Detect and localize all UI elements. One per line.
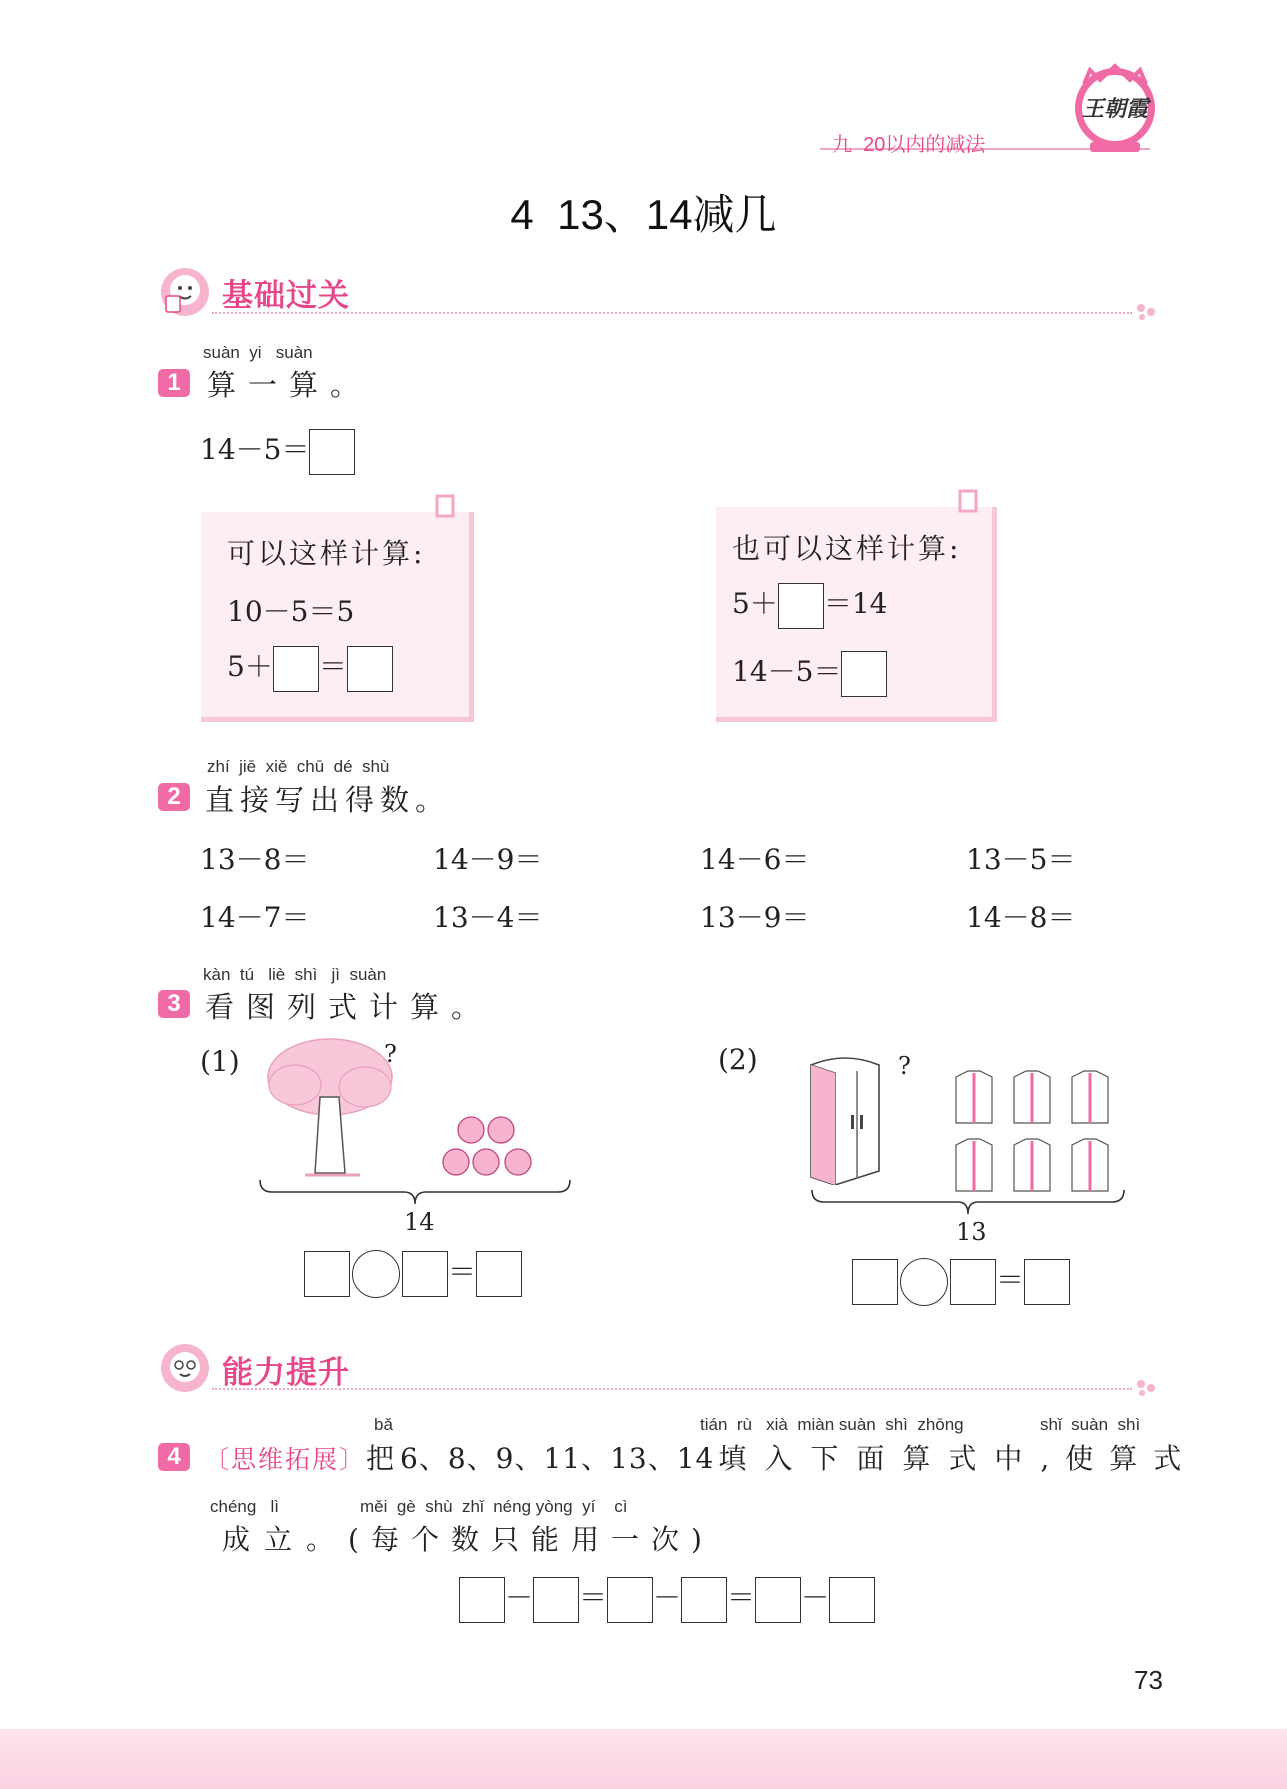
- q4-answer-row: [459, 1576, 875, 1623]
- q4-text-line2-a: 成立。: [222, 1523, 349, 1556]
- lesson-title: 4 13、14减几: [510, 191, 777, 238]
- operator-circle[interactable]: [352, 1250, 400, 1298]
- q3-part1-answer-row: [304, 1250, 522, 1298]
- note-right-line1: [732, 582, 887, 629]
- brand-logo: [1070, 62, 1160, 154]
- q2-item: 14－7＝: [200, 901, 310, 934]
- q4-pinyin-b: tián rù xià miàn suàn shì zhōng: [700, 1415, 964, 1434]
- answer-box[interactable]: [950, 1259, 996, 1305]
- note-right-heading: 也可以这样计算:: [732, 532, 962, 565]
- equals-sign: ＝: [727, 1581, 756, 1614]
- q2-item: 13－8＝: [200, 843, 310, 876]
- q3-part1-question: ?: [384, 1040, 397, 1068]
- q2-item: 14－9＝: [433, 843, 543, 876]
- answer-box[interactable]: [533, 1577, 579, 1623]
- answer-box[interactable]: [607, 1577, 653, 1623]
- note-card-left: [201, 512, 474, 722]
- note-right-line1-b: ＝14: [823, 587, 888, 620]
- q4-tag: 〔思维拓展〕: [204, 1445, 367, 1474]
- q2-item: 13－5＝: [966, 843, 1076, 876]
- note-left-heading: 可以这样计算:: [227, 537, 426, 570]
- q1-text: 算一算。: [207, 368, 372, 402]
- q2-pinyin: zhí jiē xiě chū dé shù: [207, 757, 390, 776]
- answer-box[interactable]: [347, 646, 393, 692]
- answer-box[interactable]: [476, 1251, 522, 1297]
- q3-part2-label: (2): [718, 1043, 758, 1076]
- shirts-image: [946, 1065, 1124, 1201]
- q1-equation: [200, 428, 355, 475]
- minus-sign: －: [801, 1581, 830, 1614]
- q3-part1-label: (1): [200, 1045, 240, 1078]
- section-divider: [212, 312, 1132, 314]
- q1-number-badge: 1: [158, 369, 190, 397]
- equals-sign: ＝: [448, 1255, 477, 1289]
- q4-text-line2-b: (每个数只能用一次): [348, 1523, 714, 1556]
- brand-name: 王朝霞: [1081, 96, 1148, 122]
- note-left-line2: [227, 645, 393, 692]
- q4-text-b: 填入下面算式中: [718, 1442, 1041, 1475]
- divider-dots-icon: [1136, 1376, 1158, 1402]
- q4-text-c: ,使算式: [1040, 1442, 1198, 1475]
- answer-box[interactable]: [681, 1577, 727, 1623]
- note-left-line1: 10－5＝5: [227, 595, 355, 628]
- q1-equation-text: 14－5＝: [200, 433, 310, 466]
- note-left-line2-b: ＝: [318, 650, 347, 683]
- q2-item: 14－6＝: [700, 843, 810, 876]
- q3-part2-total: 13: [956, 1218, 987, 1246]
- operator-circle[interactable]: [900, 1258, 948, 1306]
- q4-pinyin-a: bǎ: [374, 1415, 393, 1434]
- q4-text-a: 把: [366, 1442, 395, 1475]
- note-corner-icon: [954, 487, 984, 519]
- minus-sign: －: [653, 1581, 682, 1614]
- q3-number-badge: 3: [158, 990, 190, 1018]
- answer-box[interactable]: [778, 583, 824, 629]
- q4-pinyin-line2-a: chéng lì: [210, 1497, 279, 1516]
- note-right-line1-a: 5＋: [732, 587, 778, 620]
- q1-pinyin: suàn yi suàn: [203, 343, 313, 362]
- section-title-basic: 基础过关: [222, 278, 350, 314]
- brace-icon: [810, 1188, 1126, 1222]
- divider-dots-icon: [1136, 300, 1158, 326]
- note-left-line2-a: 5＋: [227, 650, 273, 683]
- q2-number-badge: 2: [158, 783, 190, 811]
- equals-sign: ＝: [579, 1581, 608, 1614]
- q4-line2: [222, 1518, 714, 1558]
- q4-pinyin-line2-b: měi gè shù zhǐ néng yòng yí cì: [360, 1497, 628, 1516]
- q2-item: 13－9＝: [700, 901, 810, 934]
- q2-text: 直接写出得数。: [205, 783, 451, 817]
- answer-box[interactable]: [852, 1259, 898, 1305]
- note-right-line2: [732, 650, 887, 697]
- q2-item: 14－8＝: [966, 901, 1076, 934]
- section-title-advanced: 能力提升: [222, 1355, 350, 1391]
- q3-part1-total: 14: [404, 1208, 435, 1236]
- brace-icon: [258, 1178, 572, 1212]
- section-divider: [212, 1388, 1132, 1390]
- q3-pinyin: kàn tú liè shì jì suàn: [203, 965, 387, 984]
- q4-numbers: 6、8、9、11、13、14: [400, 1442, 715, 1475]
- section-mascot-icon: [158, 1342, 212, 1394]
- section-mascot-icon: [158, 266, 212, 318]
- q3-part2-question: ?: [898, 1052, 911, 1080]
- answer-box[interactable]: [402, 1251, 448, 1297]
- apples-image: [438, 1112, 538, 1186]
- answer-box[interactable]: [459, 1577, 505, 1623]
- q3-part2-answer-row: [852, 1258, 1070, 1306]
- minus-sign: －: [505, 1581, 534, 1614]
- answer-box[interactable]: [829, 1577, 875, 1623]
- chapter-label: 九 20以内的减法: [832, 134, 986, 156]
- answer-box[interactable]: [273, 646, 319, 692]
- answer-box[interactable]: [1024, 1259, 1070, 1305]
- note-right-line2-text: 14－5＝: [732, 655, 842, 688]
- note-corner-icon: [431, 492, 461, 524]
- equals-sign: ＝: [996, 1263, 1025, 1297]
- answer-box[interactable]: [841, 651, 887, 697]
- q4-line1: [204, 1437, 1197, 1477]
- wardrobe-image: [805, 1055, 885, 1189]
- answer-box[interactable]: [304, 1251, 350, 1297]
- q2-item: 13－4＝: [433, 901, 543, 934]
- q4-pinyin-c: shǐ suàn shì: [1040, 1415, 1141, 1434]
- q3-text: 看图列式计算。: [205, 990, 493, 1024]
- answer-box[interactable]: [309, 429, 355, 475]
- footer-band: [0, 1729, 1287, 1789]
- q4-number-badge: 4: [158, 1443, 190, 1471]
- answer-box[interactable]: [755, 1577, 801, 1623]
- note-card-right: [716, 507, 997, 722]
- tree-image: [265, 1035, 395, 1184]
- page-number: 73: [1134, 1665, 1163, 1695]
